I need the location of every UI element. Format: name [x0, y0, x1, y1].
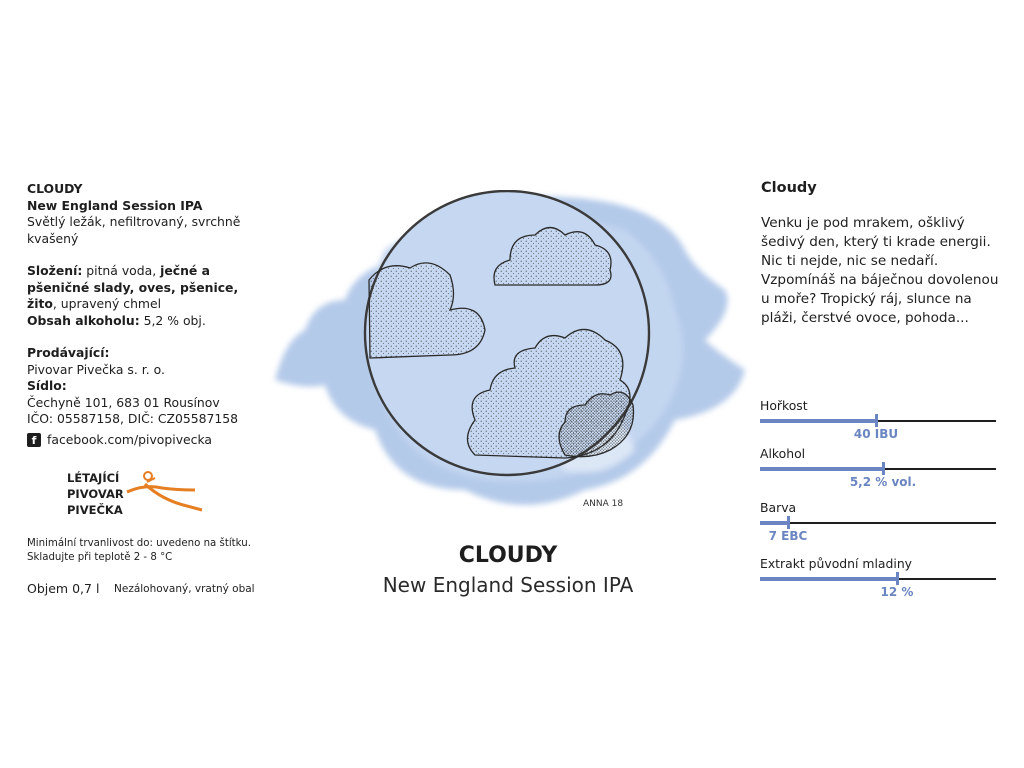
seller-label: Prodávající: [27, 345, 110, 360]
seller-name: Pivovar Pivečka s. r. o. [27, 361, 165, 377]
composition-text-2: , upravený chmel [52, 296, 162, 311]
logo-line: LÉTAJÍCÍ [67, 471, 120, 485]
description-title: Cloudy [761, 180, 817, 196]
parameter-fill [760, 467, 883, 471]
composition [27, 263, 267, 313]
parameter-marker [787, 516, 790, 529]
composition-text-1: pitná voda, [82, 263, 161, 278]
packaging: Nezálohovaný, vratný obal [114, 583, 255, 595]
parameter-scale [760, 398, 996, 441]
main-title: CLOUDY [458, 543, 558, 568]
brewery-logo [67, 470, 217, 520]
parameter-fill [760, 521, 788, 525]
parameter-value: 7 EBC [768, 529, 808, 543]
storage-temperature: Skladujte při teplotě 2 - 8 °C [27, 552, 173, 563]
cloudy-illustration [265, 190, 755, 520]
parameter-scale [760, 556, 996, 599]
parameter-marker [882, 462, 885, 475]
seat-label: Sídlo: [27, 378, 67, 393]
parameter-fill [760, 577, 897, 581]
company-ids: IČO: 05587158, DIČ: CZ05587158 [27, 411, 239, 426]
alcohol-value: 5,2 % obj. [139, 312, 206, 328]
parameter-value: 40 IBU [853, 427, 899, 441]
logo-line: PIVEČKA [67, 503, 123, 517]
shelf-life: Minimální trvanlivost do: uvedeno na štítku. [27, 538, 251, 549]
composition-malts: ječné a pšeničné slady, oves, pšenice, žito [27, 263, 239, 311]
main-subtitle: New England Session IPA [382, 573, 634, 597]
seat-address: Čechyně 101, 683 01 Rousínov [27, 394, 220, 410]
facebook-icon: f [27, 433, 41, 447]
parameter-marker [875, 414, 878, 427]
beer-type: Světlý ležák, nefiltrovaný, svrchně kvašený [27, 214, 241, 246]
parameter-label: Alkohol [760, 446, 806, 461]
label-info-column [27, 181, 267, 448]
composition-label: Složení: [27, 263, 83, 278]
parameter-label: Extrakt původní mladiny [760, 556, 913, 571]
description-text: Venku je pod mrakem, ošklivý šedivý den, který ti krade energii. Nic ti nejde, nic se nedaří. Vzpomínáš na báječnou dovolenou u moře? Tropický ráj, slunce na pláži, čerstvé ovoce, pohoda... [761, 215, 999, 326]
parameter-scale [760, 446, 996, 489]
logo-line: PIVOVAR [67, 487, 124, 501]
artist-signature: ANNA 18 [583, 499, 624, 509]
parameter-marker [896, 572, 899, 585]
parameter-track [760, 522, 996, 524]
storage-info [27, 537, 277, 565]
beer-name: CLOUDY [27, 181, 83, 196]
facebook-link[interactable] [27, 432, 267, 449]
parameter-label: Barva [760, 500, 797, 515]
parameter-value: 5,2 % vol. [849, 475, 917, 489]
flying-figure-icon [67, 470, 217, 520]
parameter-value: 12 % [880, 585, 914, 599]
alcohol-content [27, 313, 267, 330]
alcohol-label: Obsah alkoholu: [27, 312, 140, 328]
parameter-label: Hořkost [760, 398, 808, 413]
facebook-url: facebook.com/pivopivecka [47, 431, 213, 447]
parameter-scale [760, 500, 996, 543]
volume: Objem 0,7 l [27, 581, 100, 596]
parameter-fill [760, 419, 876, 423]
beer-style: New England Session IPA [27, 197, 203, 213]
